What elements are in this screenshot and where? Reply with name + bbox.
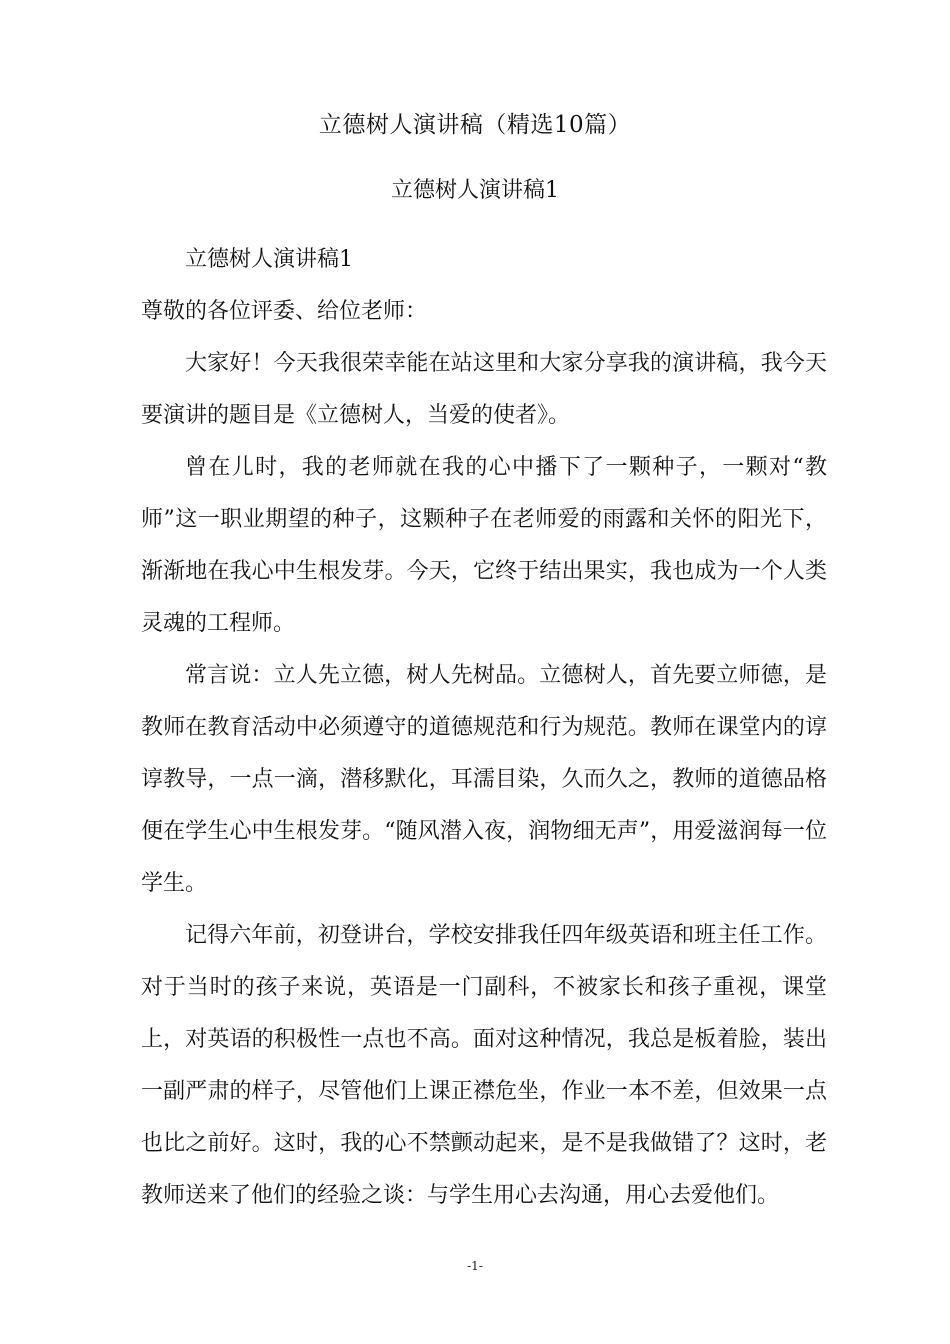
paragraph-childhood: 曾在儿时，我的老师就在我的心中播下了一颗种子，一颗对“教师”这一职业期望的种子，这颗种子在老师爱的雨露和关怀的阳光下，渐渐地在我心中生根发芽。今天，它终于结出果实，我也成为一个人类灵魂的工程师。 bbox=[141, 455, 827, 636]
paragraph-heading: 立德树人演讲稿1 bbox=[185, 247, 353, 272]
paragraph-greeting: 大家好！今天我很荣幸能在站这里和大家分享我的演讲稿，我今天要演讲的题目是《立德树人，当爱的使者》。 bbox=[141, 351, 827, 428]
paragraph-salutation: 尊敬的各位评委、给位老师： bbox=[141, 299, 428, 324]
document-body bbox=[141, 234, 827, 1222]
document-title: 立德树人演讲稿（精选10篇） bbox=[318, 112, 632, 138]
paragraph-virtue: 常言说：立人先立德，树人先树品。立德树人，首先要立师德，是教师在教育活动中必须遵守的道德规范和行为规范。教师在课堂内的谆谆教导，一点一滴，潜移默化，耳濡目染，久而久之，教师的道德品格便在学生心中生根发芽。“随风潜入夜，润物细无声”，用爱滋润每一位学生。 bbox=[141, 663, 827, 896]
page-number: -1- bbox=[467, 1259, 483, 1273]
section-heading: 立德树人演讲稿1 bbox=[391, 178, 559, 203]
paragraph-memory: 记得六年前，初登讲台，学校安排我任四年级英语和班主任工作。对于当时的孩子来说，英语是一门副科，不被家长和孩子重视，课堂上，对英语的积极性一点也不高。面对这种情况，我总是板着脸，装出一副严肃的样子，尽管他们上课正襟危坐，作业一本不差，但效果一点也比之前好。这时，我的心不禁颤动起来，是不是我做错了？这时，老教师送来了他们的经验之谈：与学生用心去沟通，用心去爱他们。 bbox=[141, 923, 827, 1208]
